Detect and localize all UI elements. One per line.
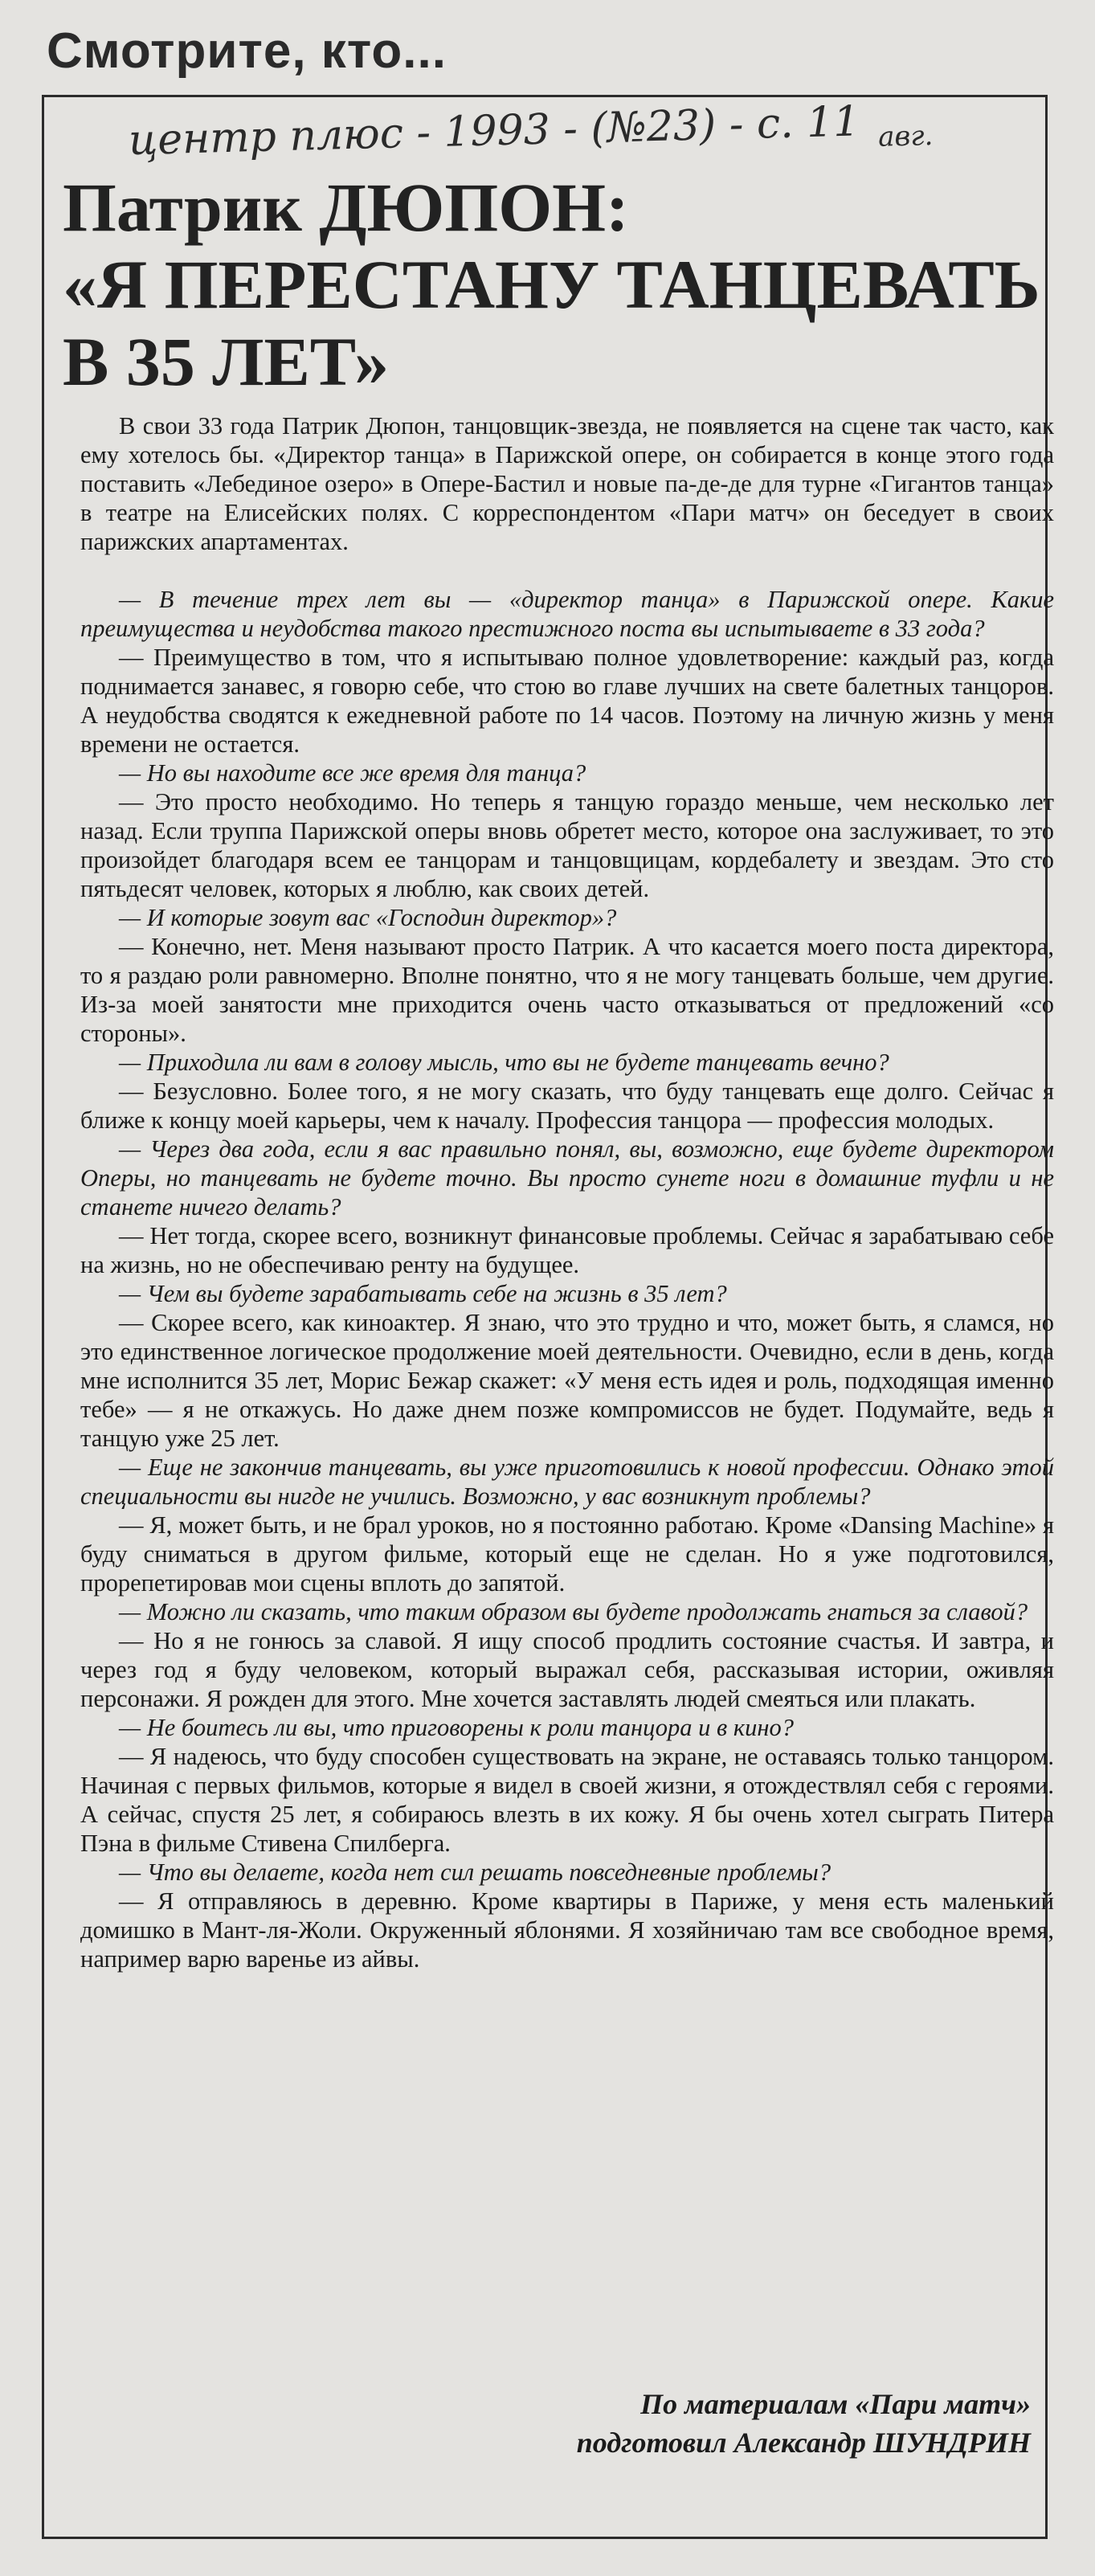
lead-paragraph: В свои 33 года Патрик Дюпон, танцовщик-звезда, не появляется на сцене так часто, как ему хотелось бы. «Директор танца» в Парижской опере, он собирается в конце этого года поставить «Лебединое озеро» в Опере-Бастил и новые па-де-де для турне «Гигантов танца» в театре на Елисейских полях. С корреспондентом «Пари матч» он беседует в своих парижских апартаментах. [80, 412, 1054, 555]
answer-paragraph: — Но я не гонюсь за славой. Я ищу способ продлить состояние счастья. И завтра, и через год я буду человеком, который выражал себя, рассказывая истории, оживляя персонажи. Я рожден для этого. Мне хочется заставлять людей смеяться или плакать. [80, 1627, 1054, 1712]
answer-paragraph: — Конечно, нет. Меня называют просто Патрик. А что касается моего поста директора, то я раздаю роли равномерно. Вполне понятно, что я не могу танцевать больше, чем другие. Из-за моей занятости мне приходится очень часто отказываться от предложений «со стороны». [80, 933, 1054, 1047]
handnote-text: центр плюс - 1993 - (№23) - с. 11 [128, 97, 860, 166]
headline-line-1: Патрик ДЮПОН: [63, 169, 629, 246]
credit-source: По материалам «Пари матч» [640, 2388, 1031, 2420]
answer-paragraph: — Скорее всего, как киноактер. Я знаю, что это трудно и что, может быть, я сламся, но это единственное логическое продолжение моей деятельности. Очевидно, если в день, когда мне исполнится 35 лет, Морис Бежар скажет: «У меня есть идея и роль, подходящая именно тебе» — я не откажусь. Но даже днем позже компромиссов не будет. Подумайте, ведь я танцую уже 25 лет. [80, 1309, 1054, 1452]
question-paragraph: — И которые зовут вас «Господин директор»? [119, 904, 617, 931]
answer-paragraph: — Я, может быть, и не брал уроков, но я постоянно работаю. Кроме «Dansing Machine» я буду сниматься в другом фильме, который еще не сделан. Но я уже подготовился, прорепетировав мои сцены вплоть до запятой. [80, 1511, 1054, 1597]
question-paragraph: — Чем вы будете зарабатывать себе на жизнь в 35 лет? [119, 1280, 727, 1307]
answer-paragraph: — Это просто необходимо. Но теперь я танцую гораздо меньше, чем несколько лет назад. Если труппа Парижской оперы вновь обретет место, которое она заслуживает, то это произойдет благодаря всем ее танцорам и танцовщицам, кордебалету и звездам. Это сто пятьдесят человек, которых я люблю, как своих детей. [80, 788, 1054, 902]
interview-dialogue [80, 585, 1054, 1973]
answer-paragraph: — Я надеюсь, что буду способен существовать на экране, не оставаясь только танцором. Начиная с первых фильмов, которые я видел в своей жизни, я отождествлял себя с героями. А сейчас, спустя 25 лет, я собираюсь влезть в их кожу. Я бы очень хотел сыграть Питера Пэна в фильме Стивена Спилберга. [80, 1743, 1054, 1857]
article-body [80, 411, 1054, 1973]
credit [577, 2385, 1031, 2462]
handnote-month: авг. [877, 119, 934, 153]
question-paragraph: — Через два года, если я вас правильно понял, вы, возможно, еще будете директором Оперы, но танцевать не будете точно. Вы просто сунете ноги в домашние туфли и не станете ничего делать? [80, 1135, 1054, 1221]
headline-line-3: В 35 ЛЕТ» [63, 323, 389, 400]
credit-author: подготовил Александр ШУНДРИН [576, 2427, 1031, 2459]
headline [63, 169, 1040, 400]
question-paragraph: — Еще не закончив танцевать, вы уже приготовились к новой профессии. Однако этой специальности вы нигде не учились. Возможно, у вас возникнут проблемы? [80, 1454, 1054, 1510]
answer-paragraph: — Преимущество в том, что я испытываю полное удовлетворение: каждый раз, когда поднимается занавес, я говорю себе, что стою во главе лучших на свете балетных танцоров. А неудобства сводятся к ежедневной работе по 14 часов. Поэтому на личную жизнь у меня времени не остается. [80, 644, 1054, 758]
question-paragraph: — В течение трех лет вы — «директор танца» в Парижской опере. Какие преимущества и неудобства такого престижного поста вы испытываете в 33 года? [80, 586, 1054, 642]
question-paragraph: — Что вы делаете, когда нет сил решать повседневные проблемы? [119, 1858, 831, 1886]
headline-line-2: «Я ПЕРЕСТАНУ ТАНЦЕВАТЬ [63, 246, 1040, 323]
answer-paragraph: — Нет тогда, скорее всего, возникнут финансовые проблемы. Сейчас я зарабатываю себе на жизнь, но не обеспечиваю ренту на будущее. [80, 1222, 1054, 1278]
answer-paragraph: — Безусловно. Более того, я не могу сказать, что буду танцевать еще долго. Сейчас я ближе к концу моей карьеры, чем к началу. Профессия танцора — профессия молодых. [80, 1077, 1054, 1134]
question-paragraph: — Не боитесь ли вы, что приговорены к роли танцора и в кино? [119, 1714, 795, 1741]
question-paragraph: — Можно ли сказать, что таким образом вы будете продолжать гнаться за славой? [119, 1598, 1028, 1625]
answer-paragraph: — Я отправляюсь в деревню. Кроме квартиры в Париже, у меня есть маленький домишко в Мант-ля-Жоли. Окруженный яблонями. Я хозяйничаю там все свободное время, например варю варенье из айвы. [80, 1887, 1054, 1973]
rubric-heading: Смотрите, кто... [47, 23, 447, 79]
question-paragraph: — Но вы находите все же время для танца? [119, 759, 586, 787]
question-paragraph: — Приходила ли вам в голову мысль, что вы не будете танцевать вечно? [119, 1049, 889, 1076]
